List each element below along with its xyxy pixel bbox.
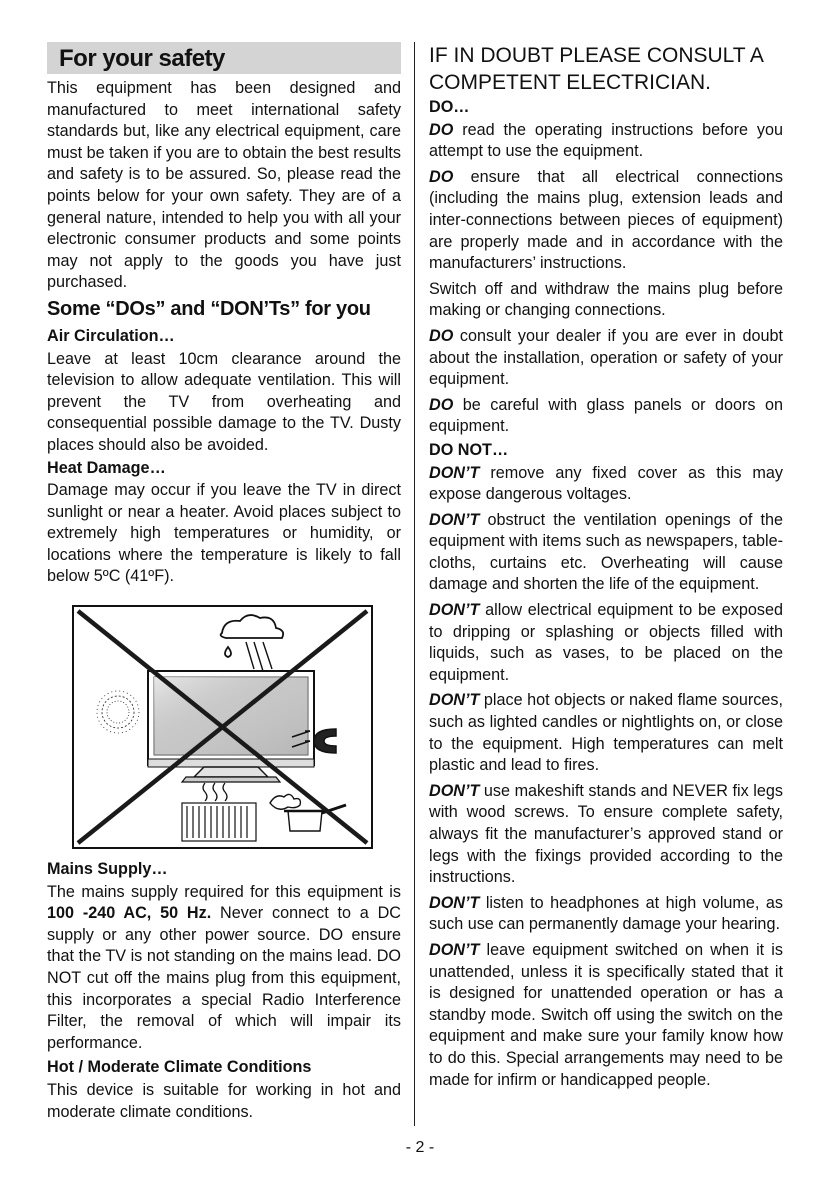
safety-illustration-svg bbox=[74, 607, 371, 847]
sun-icon bbox=[97, 691, 139, 733]
do-item bbox=[429, 279, 783, 322]
dont-item-keyword: DON’T bbox=[429, 893, 480, 912]
dont-item bbox=[429, 600, 783, 686]
dont-item-text: use makeshift stands and NEVER fix legs with wood screws. To ensure complete safety, always fit the manufacturer’s approved stand or legs with the fixings provided according to the instructions. bbox=[429, 781, 783, 887]
dont-heading: DO NOT… bbox=[429, 440, 509, 459]
dont-item-text: remove any fixed cover as this may expose dangerous voltages. bbox=[429, 463, 783, 504]
safety-banner: For your safety bbox=[47, 42, 401, 74]
do-item-keyword: DO bbox=[429, 120, 454, 139]
do-item bbox=[429, 167, 783, 275]
mains-supply-heading: Mains Supply… bbox=[47, 860, 168, 879]
column-divider bbox=[414, 42, 415, 1126]
do-item-keyword: DO bbox=[429, 167, 454, 186]
do-item-keyword: DO bbox=[429, 395, 454, 414]
mains-text-b: Never connect to a DC supply or any other power source. DO ensure that the TV is not standing on the mains lead. DO NOT cut off the mains plug from this equipment, this incorporates a special Radio Interference Filter, the removal of which will impair its performance. bbox=[47, 904, 401, 1052]
dont-list bbox=[429, 463, 783, 1092]
do-item bbox=[429, 120, 783, 163]
do-item-text: ensure that all electrical connections (including the mains plug, extension leads and inter-connections between pieces of equipment) are properly made and in accordance with the manufacturers’ instructions. bbox=[429, 167, 783, 273]
dont-item-keyword: DON’T bbox=[429, 940, 480, 959]
dont-item-keyword: DON’T bbox=[429, 463, 480, 482]
dont-item-keyword: DON’T bbox=[429, 601, 480, 620]
dont-item-text: obstruct the ventilation openings of the equipment with items such as newspapers, table-cloths, curtains etc. Overheating will cause damage and shorten the life of the equipment. bbox=[429, 510, 783, 594]
dont-item bbox=[429, 781, 783, 889]
heat-damage-text: Damage may occur if you leave the TV in direct sunlight or near a heater. Avoid places subject to extremely high temperatures or humidity, or locations where the temperature is likely to fall below 5ºC (41ºF). bbox=[47, 481, 401, 586]
pot-icon bbox=[270, 794, 346, 831]
right-column bbox=[429, 42, 783, 1091]
dont-item bbox=[429, 463, 783, 506]
safety-illustration bbox=[72, 605, 373, 849]
dos-donts-heading: Some “DOs” and “DON’Ts” for you bbox=[47, 297, 371, 320]
heater-icon bbox=[182, 783, 256, 841]
mains-text-a: The mains supply required for this equipment is bbox=[47, 882, 401, 901]
air-circulation-text: Leave at least 10cm clearance around the television to allow adequate ventilation. This will prevent the TV from overheating and consequential possible damage to the TV. Dusty places should also be avoided. bbox=[47, 349, 401, 454]
dont-item-text: leave equipment switched on when it is unattended, unless it is specifically stated that it is designed for unattended operation or has a standby mode. Switch off using the switch on the equipment and make sure your family know how to do this. Special arrangements may need to be made for infirm or handicapped people. bbox=[429, 940, 783, 1089]
page-number: - 2 - bbox=[405, 1139, 435, 1156]
dont-item-text: place hot objects or naked flame sources, such as lighted candles or nightlights on, or close to the equipment. High temperatures can melt plastic and lead to fires. bbox=[429, 691, 783, 775]
doubt-notice: IF IN DOUBT PLEASE CONSULT A COMPETENT ELECTRICIAN. bbox=[429, 44, 763, 94]
do-item-text: Switch off and withdraw the mains plug before making or changing connections. bbox=[429, 279, 783, 320]
do-item-text: read the operating instructions before you attempt to use the equipment. bbox=[429, 120, 783, 161]
mains-voltage: 100 -240 AC, 50 Hz. bbox=[47, 904, 212, 923]
climate-text: This device is suitable for working in hot and moderate climate conditions. bbox=[47, 1081, 401, 1121]
dont-item-keyword: DON’T bbox=[429, 691, 480, 710]
left-column bbox=[47, 42, 401, 1123]
dont-item-keyword: DON’T bbox=[429, 781, 480, 800]
do-heading: DO… bbox=[429, 98, 470, 116]
climate-heading: Hot / Moderate Climate Conditions bbox=[47, 1058, 312, 1077]
do-list bbox=[429, 120, 783, 438]
dont-item-text: allow electrical equipment to be exposed to dripping or splashing or objects filled with liquids, such as vases, to be placed on the equipment. bbox=[429, 601, 783, 684]
do-item-text: consult your dealer if you are ever in doubt about the installation, operation or safety of your equipment. bbox=[429, 326, 783, 389]
do-item bbox=[429, 326, 783, 391]
do-item-text: be careful with glass panels or doors on equipment. bbox=[429, 395, 783, 436]
dont-item bbox=[429, 690, 783, 776]
dont-item bbox=[429, 893, 783, 936]
do-item bbox=[429, 395, 783, 438]
do-item-keyword: DO bbox=[429, 326, 454, 345]
dont-item bbox=[429, 940, 783, 1091]
dont-item bbox=[429, 510, 783, 596]
air-circulation-heading: Air Circulation… bbox=[47, 326, 175, 345]
dont-item-text: listen to headphones at high volume, as such use can permanently damage your hearing. bbox=[429, 893, 783, 934]
dont-item-keyword: DON’T bbox=[429, 510, 480, 529]
mains-supply-text bbox=[47, 882, 401, 1055]
rain-cloud-icon bbox=[221, 615, 283, 671]
heat-damage-heading: Heat Damage… bbox=[47, 458, 166, 477]
intro-paragraph: This equipment has been designed and manufactured to meet international safety standards but, like any electrical equipment, care must be taken if you are to obtain the best results and safety is to be assured. So, please read the points below for your own safety. They are of a general nature, intended to help you with all your electronic consumer products and some points may not apply to the goods you have just purchased. bbox=[47, 79, 401, 292]
